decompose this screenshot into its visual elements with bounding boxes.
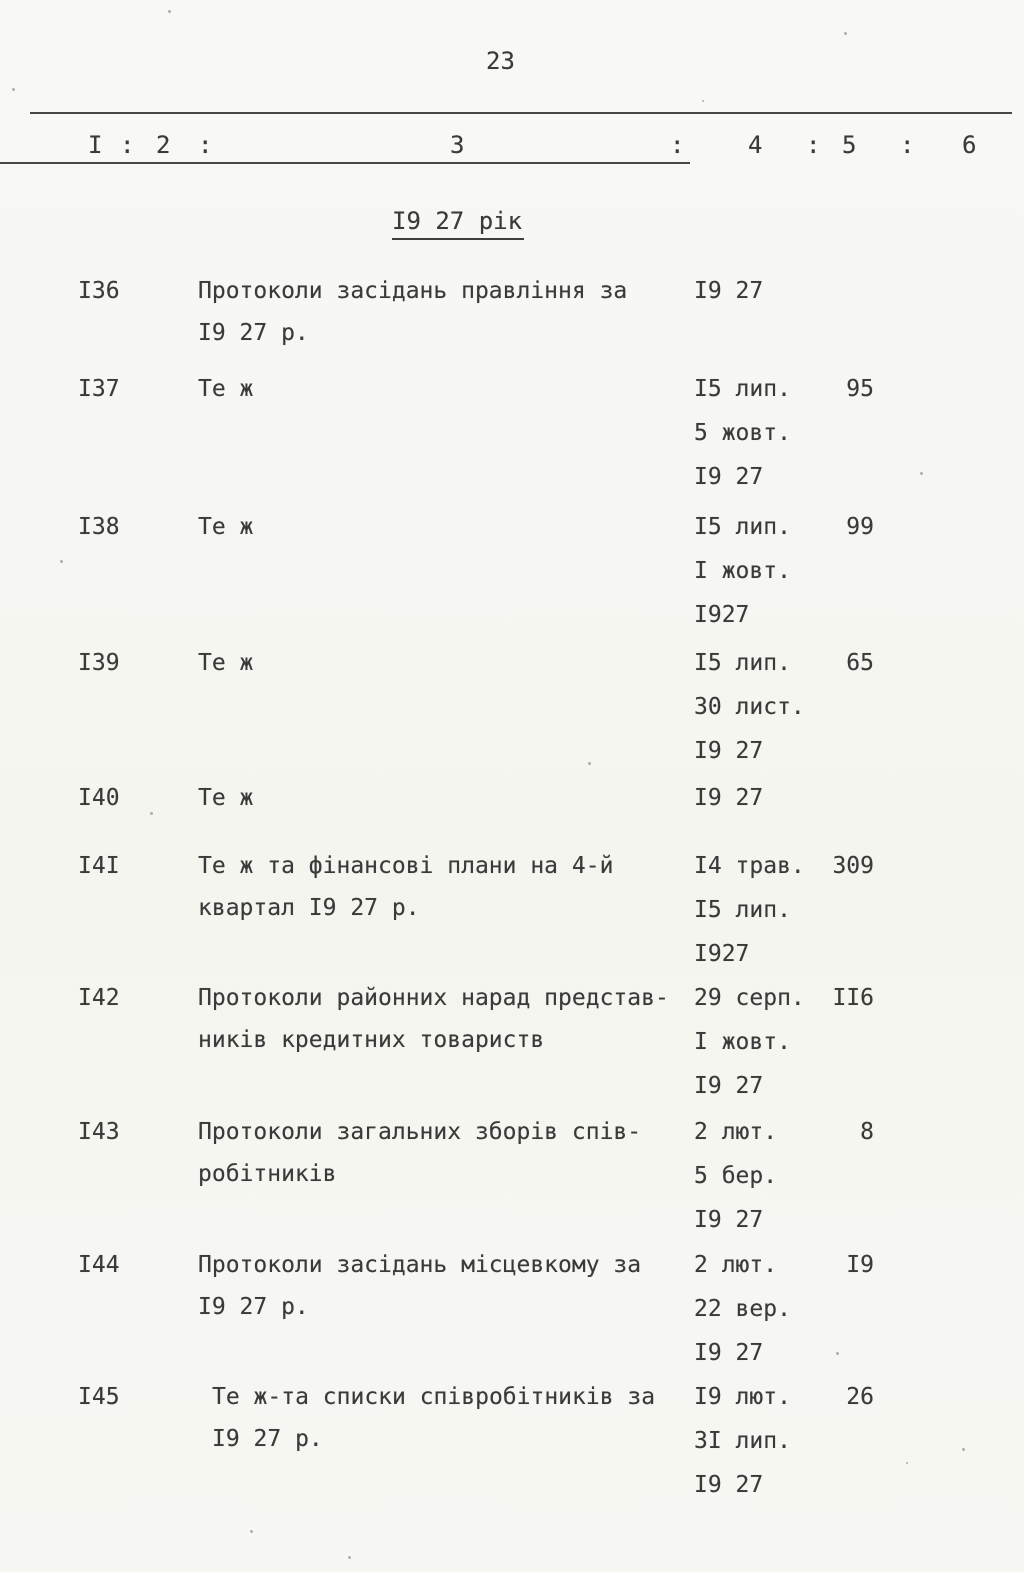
column-header-3: 3: [450, 131, 465, 159]
description-line: Протоколи засідань правління за: [198, 278, 628, 304]
date-line: I9 27: [694, 1073, 764, 1099]
date-line: I9 27: [694, 1472, 764, 1498]
row-description: [212, 1384, 712, 1468]
row-number: I43: [78, 1119, 120, 1145]
scan-speck: [962, 1448, 965, 1451]
row-page-count: 8: [860, 1119, 874, 1145]
date-line: I жовт.: [694, 1029, 791, 1055]
date-line: I9 27: [694, 278, 764, 304]
row-dates: [694, 785, 844, 829]
page-number: 23: [486, 47, 515, 75]
column-separator: :: [120, 131, 135, 159]
scan-speck: [150, 812, 153, 815]
description-line: Протоколи загальних зборів спів-: [198, 1119, 642, 1145]
row-number: I39: [78, 650, 120, 676]
row-description: [198, 650, 698, 692]
row-description: [198, 985, 698, 1069]
date-line: I9 27: [694, 1207, 764, 1233]
column-header-1: I: [88, 131, 103, 159]
scan-speck: [168, 10, 171, 13]
date-line: I5 лип.: [694, 650, 791, 676]
date-line: I927: [694, 941, 750, 967]
date-line: I9 27: [694, 1340, 764, 1366]
scan-speck: [906, 1462, 908, 1464]
description-line: I9 27 р.: [198, 320, 309, 346]
description-line: Те ж: [198, 514, 254, 540]
scan-speck: [348, 1556, 351, 1559]
date-line: I9 27: [694, 738, 764, 764]
scan-speck: [836, 1352, 839, 1355]
date-line: I927: [694, 602, 750, 628]
row-page-count: 95: [846, 376, 874, 402]
description-line: Те ж та фінансові плани на 4-й: [198, 853, 614, 879]
date-line: I9 27: [694, 464, 764, 490]
row-number: I38: [78, 514, 120, 540]
column-header-6: 6: [962, 131, 977, 159]
row-description: [198, 1252, 698, 1336]
date-line: I5 лип.: [694, 897, 791, 923]
row-page-count: II6: [832, 985, 874, 1011]
row-page-count: 26: [846, 1384, 874, 1410]
column-separator: :: [900, 131, 915, 159]
row-number: I42: [78, 985, 120, 1011]
row-number: I36: [78, 278, 120, 304]
description-line: Те ж: [198, 650, 254, 676]
row-description: [198, 785, 698, 827]
scan-speck: [844, 32, 847, 35]
row-description: [198, 853, 698, 937]
horizontal-rule-top: [30, 112, 1012, 114]
row-description: [198, 514, 698, 556]
row-number: I37: [78, 376, 120, 402]
description-line: Те ж: [198, 376, 254, 402]
scan-speck: [920, 472, 923, 475]
row-description: [198, 278, 698, 362]
row-number: I4I: [78, 853, 120, 879]
table-header-row: [0, 132, 1024, 162]
description-line: ників кредитних товариств: [198, 1027, 545, 1053]
row-page-count: 309: [832, 853, 874, 879]
description-line: квартал I9 27 р.: [198, 895, 420, 921]
column-header-5: 5: [842, 131, 857, 159]
date-line: I5 лип.: [694, 376, 791, 402]
date-line: 2 лют.: [694, 1119, 778, 1145]
row-description: [198, 1119, 698, 1203]
scan-speck: [12, 88, 15, 91]
date-line: I9 лют.: [694, 1384, 791, 1410]
date-line: 22 вер.: [694, 1296, 791, 1322]
date-line: 5 бер.: [694, 1163, 778, 1189]
date-line: 30 лист.: [694, 694, 805, 720]
year-heading: I9 27 рік: [392, 208, 524, 240]
description-line: I9 27 р.: [212, 1426, 323, 1452]
description-line: Протоколи засідань місцевкому за: [198, 1252, 642, 1278]
date-line: 3I лип.: [694, 1428, 791, 1454]
description-line: Те ж-та списки співробітників за: [212, 1384, 656, 1410]
column-header-4: 4: [748, 131, 763, 159]
row-number: I40: [78, 785, 120, 811]
description-line: робітників: [198, 1161, 337, 1187]
description-line: Протоколи районних нарад представ-: [198, 985, 669, 1011]
row-page-count: 99: [846, 514, 874, 540]
column-separator: :: [806, 131, 821, 159]
date-line: I9 27: [694, 785, 764, 811]
column-separator: :: [198, 131, 213, 159]
description-line: Те ж: [198, 785, 254, 811]
scan-speck: [250, 1530, 253, 1533]
date-line: 2 лют.: [694, 1252, 778, 1278]
date-line: 5 жовт.: [694, 420, 791, 446]
date-line: I5 лип.: [694, 514, 791, 540]
row-number: I44: [78, 1252, 120, 1278]
date-line: 29 серп.: [694, 985, 805, 1011]
row-number: I45: [78, 1384, 120, 1410]
scan-speck: [588, 762, 591, 765]
date-line: I жовт.: [694, 558, 791, 584]
date-line: I4 трав.: [694, 853, 805, 879]
scan-speck: [60, 560, 63, 563]
description-line: I9 27 р.: [198, 1294, 309, 1320]
row-dates: [694, 278, 844, 322]
column-separator: :: [670, 131, 685, 159]
scan-speck: [702, 100, 704, 102]
column-header-2: 2: [156, 131, 171, 159]
row-page-count: I9: [846, 1252, 874, 1278]
horizontal-rule-header: [0, 162, 690, 164]
row-page-count: 65: [846, 650, 874, 676]
row-description: [198, 376, 698, 418]
